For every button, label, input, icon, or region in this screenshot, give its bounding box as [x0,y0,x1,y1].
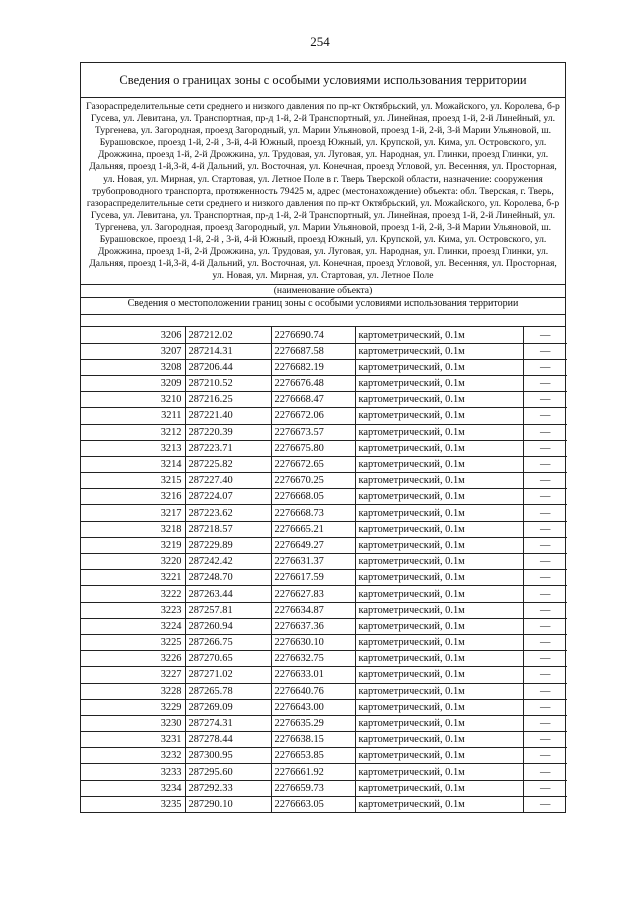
coordinate-x: 287292.33 [185,780,271,796]
point-number: 3207 [81,343,185,359]
table-row [81,440,567,456]
point-number: 3223 [81,602,185,618]
method-accuracy: картометрический, 0.1м [355,764,523,780]
point-number: 3226 [81,651,185,667]
coordinate-y: 2276630.10 [271,634,355,650]
method-accuracy: картометрический, 0.1м [355,618,523,634]
coordinate-y: 2276668.73 [271,505,355,521]
coordinate-x: 287274.31 [185,715,271,731]
point-number: 3230 [81,715,185,731]
method-accuracy: картометрический, 0.1м [355,796,523,812]
document-title: Сведения о границах зоны с особыми условиями использования территории [81,63,565,98]
table-row [81,489,567,505]
coordinate-x: 287266.75 [185,634,271,650]
point-note: — [523,424,567,440]
point-note: — [523,570,567,586]
coordinate-y: 2276634.87 [271,602,355,618]
table-row [81,473,567,489]
coordinate-y: 2276670.25 [271,473,355,489]
point-number: 3211 [81,408,185,424]
coordinate-y: 2276631.37 [271,554,355,570]
coordinate-y: 2276635.29 [271,715,355,731]
coordinate-x: 287263.44 [185,586,271,602]
coordinate-x: 287300.95 [185,748,271,764]
table-row [81,715,567,731]
table-row [81,554,567,570]
coordinate-x: 287221.40 [185,408,271,424]
point-note: — [523,521,567,537]
coordinate-y: 2276690.74 [271,327,355,343]
coordinate-y: 2276668.05 [271,489,355,505]
point-number: 3216 [81,489,185,505]
point-note: — [523,732,567,748]
coordinate-y: 2276640.76 [271,683,355,699]
coordinate-y: 2276672.65 [271,456,355,472]
table-row [81,392,567,408]
method-accuracy: картометрический, 0.1м [355,667,523,683]
table-row [81,586,567,602]
point-number: 3209 [81,375,185,391]
method-accuracy: картометрический, 0.1м [355,359,523,375]
coordinate-y: 2276663.05 [271,796,355,812]
method-accuracy: картометрический, 0.1м [355,343,523,359]
object-name-label: (наименование объекта) [81,284,565,298]
coordinate-y: 2276659.73 [271,780,355,796]
table-row [81,667,567,683]
point-note: — [523,505,567,521]
coordinate-x: 287218.57 [185,521,271,537]
coordinate-y: 2276632.75 [271,651,355,667]
method-accuracy: картометрический, 0.1м [355,375,523,391]
coordinate-x: 287271.02 [185,667,271,683]
method-accuracy: картометрический, 0.1м [355,408,523,424]
coordinate-x: 287257.81 [185,602,271,618]
method-accuracy: картометрический, 0.1м [355,424,523,440]
point-note: — [523,618,567,634]
coordinate-y: 2276668.47 [271,392,355,408]
coordinate-x: 287260.94 [185,618,271,634]
method-accuracy: картометрический, 0.1м [355,554,523,570]
method-accuracy: картометрический, 0.1м [355,489,523,505]
table-row [81,359,567,375]
coordinate-y: 2276682.19 [271,359,355,375]
point-number: 3233 [81,764,185,780]
method-accuracy: картометрический, 0.1м [355,715,523,731]
table-row [81,699,567,715]
point-note: — [523,456,567,472]
method-accuracy: картометрический, 0.1м [355,392,523,408]
method-accuracy: картометрический, 0.1м [355,602,523,618]
method-accuracy: картометрический, 0.1м [355,570,523,586]
table-row [81,424,567,440]
coordinate-x: 287220.39 [185,424,271,440]
point-note: — [523,651,567,667]
point-number: 3206 [81,327,185,343]
coordinate-x: 287223.62 [185,505,271,521]
point-number: 3213 [81,440,185,456]
table-row [81,408,567,424]
point-note: — [523,392,567,408]
coordinate-x: 287248.70 [185,570,271,586]
table-row [81,618,567,634]
coordinate-y: 2276617.59 [271,570,355,586]
coordinate-y: 2276633.01 [271,667,355,683]
point-number: 3214 [81,456,185,472]
table-row [81,780,567,796]
coordinate-x: 287295.60 [185,764,271,780]
coordinate-y: 2276672.06 [271,408,355,424]
point-note: — [523,359,567,375]
table-row [81,764,567,780]
point-note: — [523,748,567,764]
coordinate-x: 287227.40 [185,473,271,489]
point-number: 3210 [81,392,185,408]
table-row [81,505,567,521]
point-note: — [523,327,567,343]
method-accuracy: картометрический, 0.1м [355,683,523,699]
point-number: 3215 [81,473,185,489]
coordinate-y: 2276673.57 [271,424,355,440]
document-frame [80,62,566,813]
coordinate-x: 287290.10 [185,796,271,812]
coordinate-x: 287269.09 [185,699,271,715]
point-number: 3219 [81,537,185,553]
coordinate-x: 287270.65 [185,651,271,667]
point-note: — [523,586,567,602]
point-number: 3220 [81,554,185,570]
coordinate-y: 2276643.00 [271,699,355,715]
point-note: — [523,473,567,489]
coordinate-x: 287212.02 [185,327,271,343]
method-accuracy: картометрический, 0.1м [355,473,523,489]
point-note: — [523,408,567,424]
table-row [81,748,567,764]
table-header-spacer [81,315,565,327]
coordinate-y: 2276676.48 [271,375,355,391]
point-note: — [523,375,567,391]
method-accuracy: картометрический, 0.1м [355,699,523,715]
table-row [81,732,567,748]
coordinate-y: 2276665.21 [271,521,355,537]
point-number: 3229 [81,699,185,715]
coordinates-table [81,327,567,812]
table-row [81,683,567,699]
point-note: — [523,715,567,731]
point-note: — [523,602,567,618]
method-accuracy: картометрический, 0.1м [355,537,523,553]
table-row [81,634,567,650]
point-note: — [523,780,567,796]
point-number: 3227 [81,667,185,683]
point-number: 3231 [81,732,185,748]
point-note: — [523,554,567,570]
coordinate-x: 287206.44 [185,359,271,375]
coordinate-y: 2276675.80 [271,440,355,456]
coordinate-y: 2276638.15 [271,732,355,748]
point-note: — [523,796,567,812]
coordinate-x: 287210.52 [185,375,271,391]
method-accuracy: картометрический, 0.1м [355,586,523,602]
coordinate-y: 2276687.58 [271,343,355,359]
coordinate-x: 287265.78 [185,683,271,699]
point-number: 3224 [81,618,185,634]
coordinate-x: 287278.44 [185,732,271,748]
method-accuracy: картометрический, 0.1м [355,651,523,667]
point-number: 3222 [81,586,185,602]
table-row [81,602,567,618]
point-number: 3218 [81,521,185,537]
point-note: — [523,683,567,699]
point-number: 3228 [81,683,185,699]
table-row [81,521,567,537]
page-number: 254 [310,34,330,49]
coordinate-x: 287224.07 [185,489,271,505]
table-row [81,456,567,472]
coordinate-x: 287229.89 [185,537,271,553]
point-note: — [523,764,567,780]
method-accuracy: картометрический, 0.1м [355,732,523,748]
section-title: Сведения о местоположении границ зоны с особыми условиями использования территории [81,298,565,315]
method-accuracy: картометрический, 0.1м [355,748,523,764]
point-number: 3208 [81,359,185,375]
method-accuracy: картометрический, 0.1м [355,521,523,537]
table-row [81,327,567,343]
point-number: 3221 [81,570,185,586]
table-row [81,796,567,812]
method-accuracy: картометрический, 0.1м [355,327,523,343]
table-row [81,375,567,391]
point-note: — [523,537,567,553]
point-note: — [523,489,567,505]
method-accuracy: картометрический, 0.1м [355,634,523,650]
coordinates-table-body [81,327,567,812]
point-note: — [523,699,567,715]
point-number: 3217 [81,505,185,521]
coordinate-y: 2276649.27 [271,537,355,553]
point-number: 3235 [81,796,185,812]
coordinate-y: 2276627.83 [271,586,355,602]
coordinate-x: 287242.42 [185,554,271,570]
coordinate-y: 2276637.36 [271,618,355,634]
coordinate-x: 287216.25 [185,392,271,408]
coordinate-y: 2276661.92 [271,764,355,780]
method-accuracy: картометрический, 0.1м [355,440,523,456]
coordinate-x: 287225.82 [185,456,271,472]
coordinate-x: 287214.31 [185,343,271,359]
point-number: 3212 [81,424,185,440]
method-accuracy: картометрический, 0.1м [355,780,523,796]
table-row [81,343,567,359]
coordinate-y: 2276653.85 [271,748,355,764]
table-row [81,537,567,553]
point-number: 3225 [81,634,185,650]
method-accuracy: картометрический, 0.1м [355,505,523,521]
point-number: 3232 [81,748,185,764]
coordinate-x: 287223.71 [185,440,271,456]
table-row [81,570,567,586]
point-note: — [523,667,567,683]
point-note: — [523,634,567,650]
point-note: — [523,343,567,359]
object-description: Газораспределительные сети среднего и низкого давления по пр-кт Октябрьский, ул. Можайского, ул. Королева, б-р Гусева, ул. Левитана, ул. Транспортная, пр-д 1-й, 2-й Транспортный, ул. Линейная, проезд 1-й, 2-й Линейный, ул. Тургенева, ул. Загородная, проезд Загородный, ул. Марии Ульяновой, проезд 1-й, 2-й, 3-й Марии Ульяновой, ш. Бурашовское, проезд 1-й, 2-й , 3-й, 4-й Южный, проезд Южный, ул. Крупской, ул. Кима, ул. Островского, ул. Дрожжина, проезд 1-й, 2-й Дрожжина, ул. Трудовая, ул. Луговая, ул. Народная, ул. Глинки, проезд Глинки, ул. Дальняя, проезд 1-й,3-й, 4-й Дальний, ул. Восточная, ул. Конечная, проезд Угловой, ул. Весенняя, ул. Просторная, ул. Новая, ул. Мирная, ул. Стартовая, ул. Летное Поле в г. Тверь Тверской области, назначение: сооружения трубопроводного транспорта, протяженность 79425 м, адрес (местонахождение) объекта: обл. Тверская, г. Тверь, газораспределительные сети среднего и низкого давления по пр-кт Октябрьский, ул. Можайского, ул. Королева, б-р Гусева, ул. Левитана, ул. Транспортная, пр-д 1-й, 2-й Транспортный, ул. Линейная, проезд 1-й, 2-й Линейный, ул. Тургенева, ул. Загородная, проезд Загородный, ул. Марии Ульяновой, проезд 1-й, 2-й, 3-й Марии Ульяновой, ш. Бурашовское, проезд 1-й, 2-й , 3-й, 4-й Южный, проезд Южный, ул. Крупской, ул. Кима, ул. Островского, ул. Дрожжина, проезд 1-й, 2-й Дрожжина, ул. Трудовая, ул. Луговая, ул. Народная, ул. Глинки, проезд Глинки, ул. Дальняя, проезд 1-й,3-й, 4-й Дальний, ул. Восточная, ул. Конечная, проезд Угловой, ул. Весенняя, ул. Просторная, ул. Новая, ул. Мирная, ул. Стартовая, ул. Летное Поле [86,101,560,282]
point-note: — [523,440,567,456]
table-row [81,651,567,667]
method-accuracy: картометрический, 0.1м [355,456,523,472]
point-number: 3234 [81,780,185,796]
